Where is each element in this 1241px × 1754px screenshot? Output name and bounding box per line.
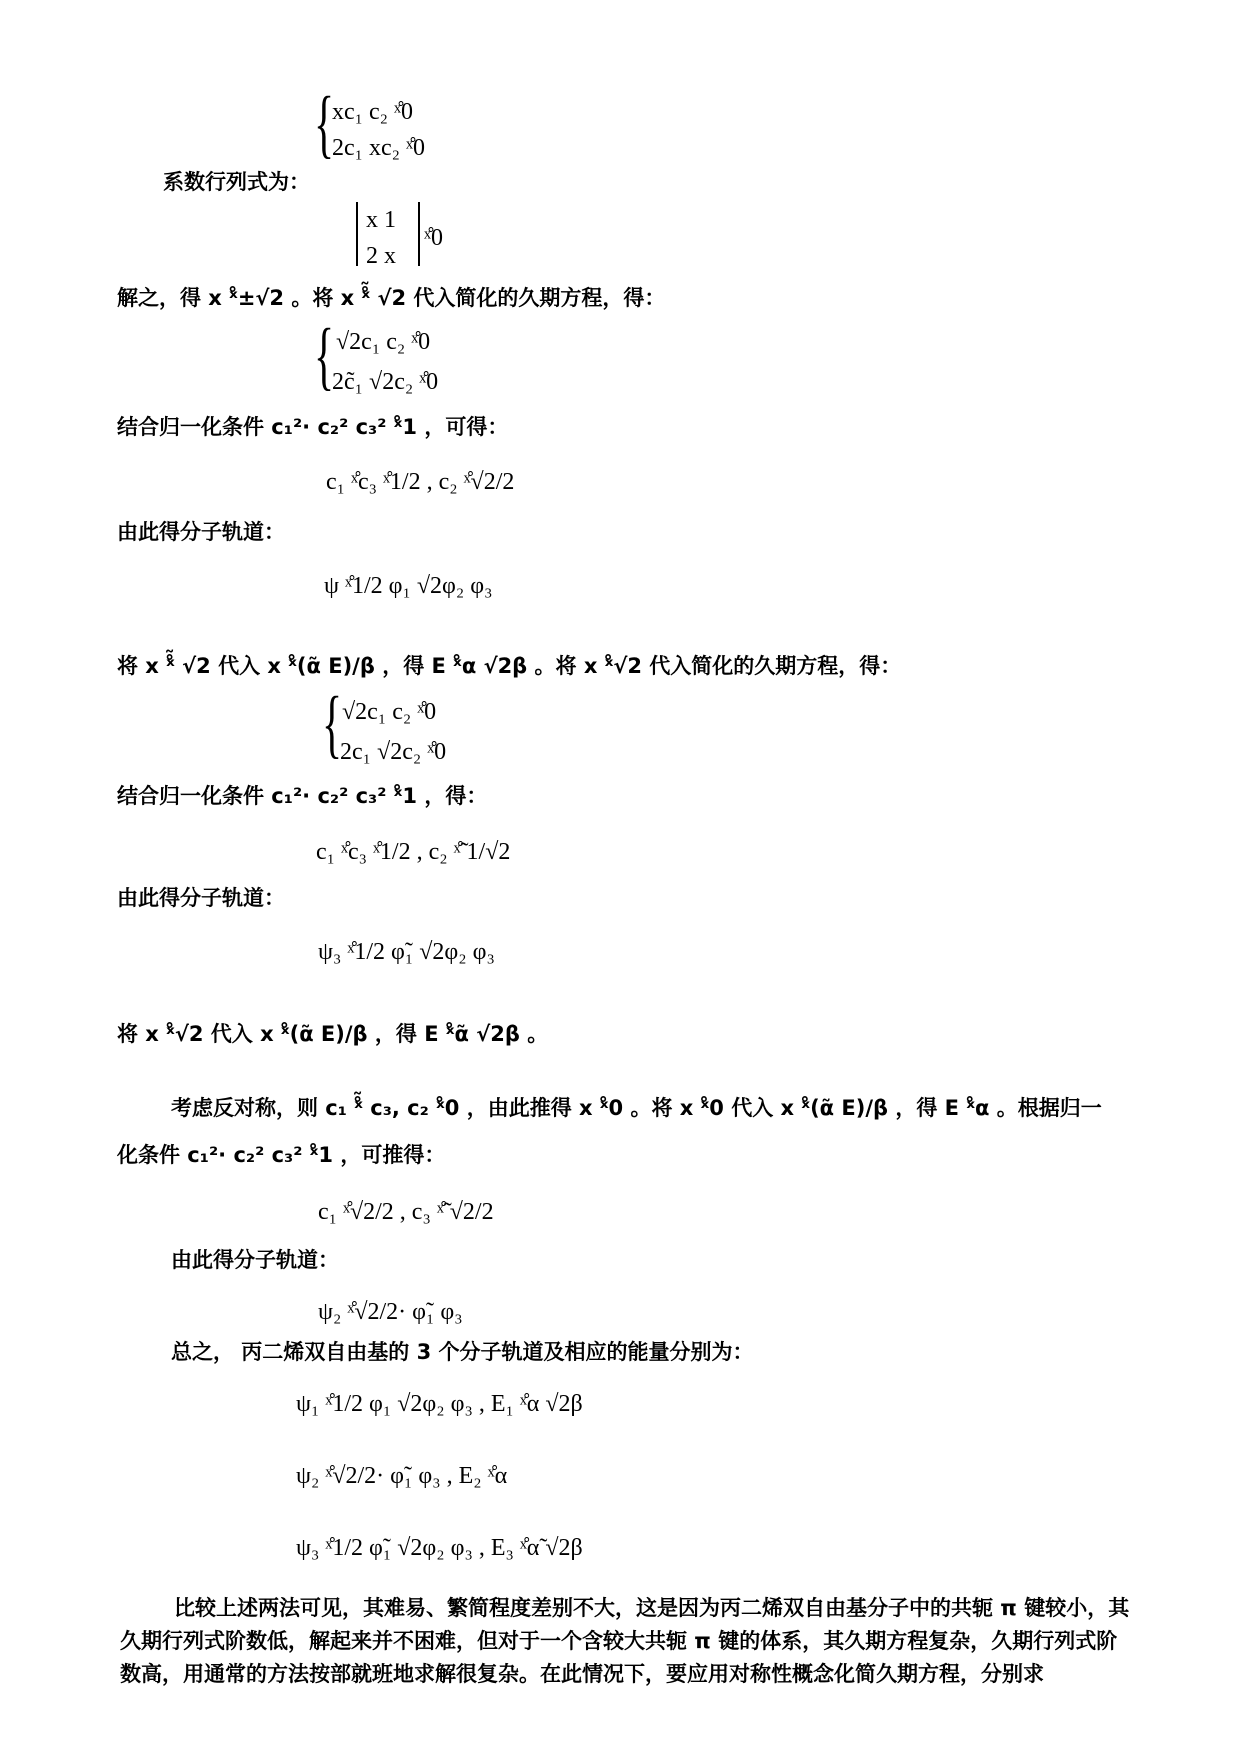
equation-line: 2c₁ √2c₂ ˣ̊0 <box>340 739 447 765</box>
equation-line: ψ₃ ˣ̊1/2 φ̃₁ √2φ₂ φ₃ <box>318 939 495 965</box>
equation-line: √2c₁ c₂ ˣ̊0 <box>342 699 437 725</box>
text-line: 结合归一化条件 c₁²· c₂² c₃² ˣ̊1 ，可得： <box>117 415 509 439</box>
equation-line: c₁ ˣ̊c₃ ˣ̊1/2 , c₂ ˣ̊√2/2 <box>326 469 515 495</box>
text-line: 系数行列式为： <box>163 170 310 194</box>
determinant-row: x 1 <box>366 207 396 233</box>
determinant-row: 2 x <box>366 243 396 269</box>
equation-line: √2c₁ c₂ ˣ̊0 <box>336 329 431 355</box>
left-brace: { <box>322 682 343 766</box>
determinant-bar-left <box>356 202 358 266</box>
equation-line: ψ₂ ˣ̊√2/2· φ̃₁ φ₃ <box>318 1299 463 1325</box>
equation-line: 2c₁ xc₂ ˣ̊0 <box>332 135 425 161</box>
equation-line: ψ₃ ˣ̊1/2 φ̃₁ √2φ₂ φ₃ , E₃ ˣ̊α̃ √2β <box>296 1535 583 1561</box>
equation-line: c₁ ˣ̊c₃ ˣ̊1/2 , c₂ ˣ̊̃ 1/√2 <box>316 839 511 865</box>
equation-line: ˣ̊0 <box>424 225 443 251</box>
text-line: 将 x ˣ̊√2 代入 x ˣ̊(α̃ E)/β ，得 E ˣ̊α̃ √2β 。 <box>117 1022 549 1046</box>
text-line: 由此得分子轨道： <box>117 886 285 910</box>
text-line: 考虑反对称，则 c₁ ˣ̊̃ c₃, c₂ ˣ̊0 ，由此推得 x ˣ̊0 。将 x ˣ̊0 代入 x ˣ̊(α̃ E)/β ，得 E ˣ̊α 。根据归一 <box>171 1096 1102 1120</box>
equation-line: ψ₁ ˣ̊1/2 φ₁ √2φ₂ φ₃ , E₁ ˣ̊α √2β <box>296 1391 583 1417</box>
equation-line: xc₁ c₂ ˣ̊0 <box>332 99 413 125</box>
left-brace: { <box>314 314 335 398</box>
text-line: 由此得分子轨道： <box>117 520 285 544</box>
determinant-bar-right <box>418 202 420 266</box>
text-line: 总之， 丙二烯双自由基的 3 个分子轨道及相应的能量分别为： <box>171 1340 754 1364</box>
text-line: 将 x ˣ̊̃ √2 代入 x ˣ̊(α̃ E)/β ，得 E ˣ̊α √2β 。将 x ˣ̊√2 代入简化的久期方程，得： <box>117 654 902 678</box>
equation-line: c₁ ˣ̊√2/2 , c₃ ˣ̊̃ √2/2 <box>318 1199 494 1225</box>
text-line: 结合归一化条件 c₁²· c₂² c₃² ˣ̊1 ，得： <box>117 784 488 808</box>
equation-line: ψ ˣ̊1/2 φ₁ √2φ₂ φ₃ <box>324 573 493 599</box>
closing-paragraph: 比较上述两法可见，其难易、繁简程度差别不大，这是因为丙二烯双自由基分子中的共轭 π 键较小，其久期行列式阶数低，解起来并不困难，但对于一个含较大共轭 π 键的体系，其久期方程复杂，久期行列式阶数高，用通常的方法按部就班地求解很复杂。在此情况下，要应用对称性概念化简久期方程，分别求 <box>120 1596 1130 1686</box>
text-line: 由此得分子轨道： <box>171 1248 339 1272</box>
equation-line: ψ₂ ˣ̊√2/2· φ̃₁ φ₃ , E₂ ˣ̊α <box>296 1463 508 1489</box>
left-brace: { <box>314 82 335 166</box>
text-line: 化条件 c₁²· c₂² c₃² ˣ̊1 ，可推得： <box>117 1143 446 1167</box>
text-line: 解之，得 x ˣ̊±√2 。将 x ˣ̊̃ √2 代入简化的久期方程，得： <box>117 286 666 310</box>
equation-line: 2c̃₁ √2c₂ ˣ̊0 <box>332 369 439 395</box>
